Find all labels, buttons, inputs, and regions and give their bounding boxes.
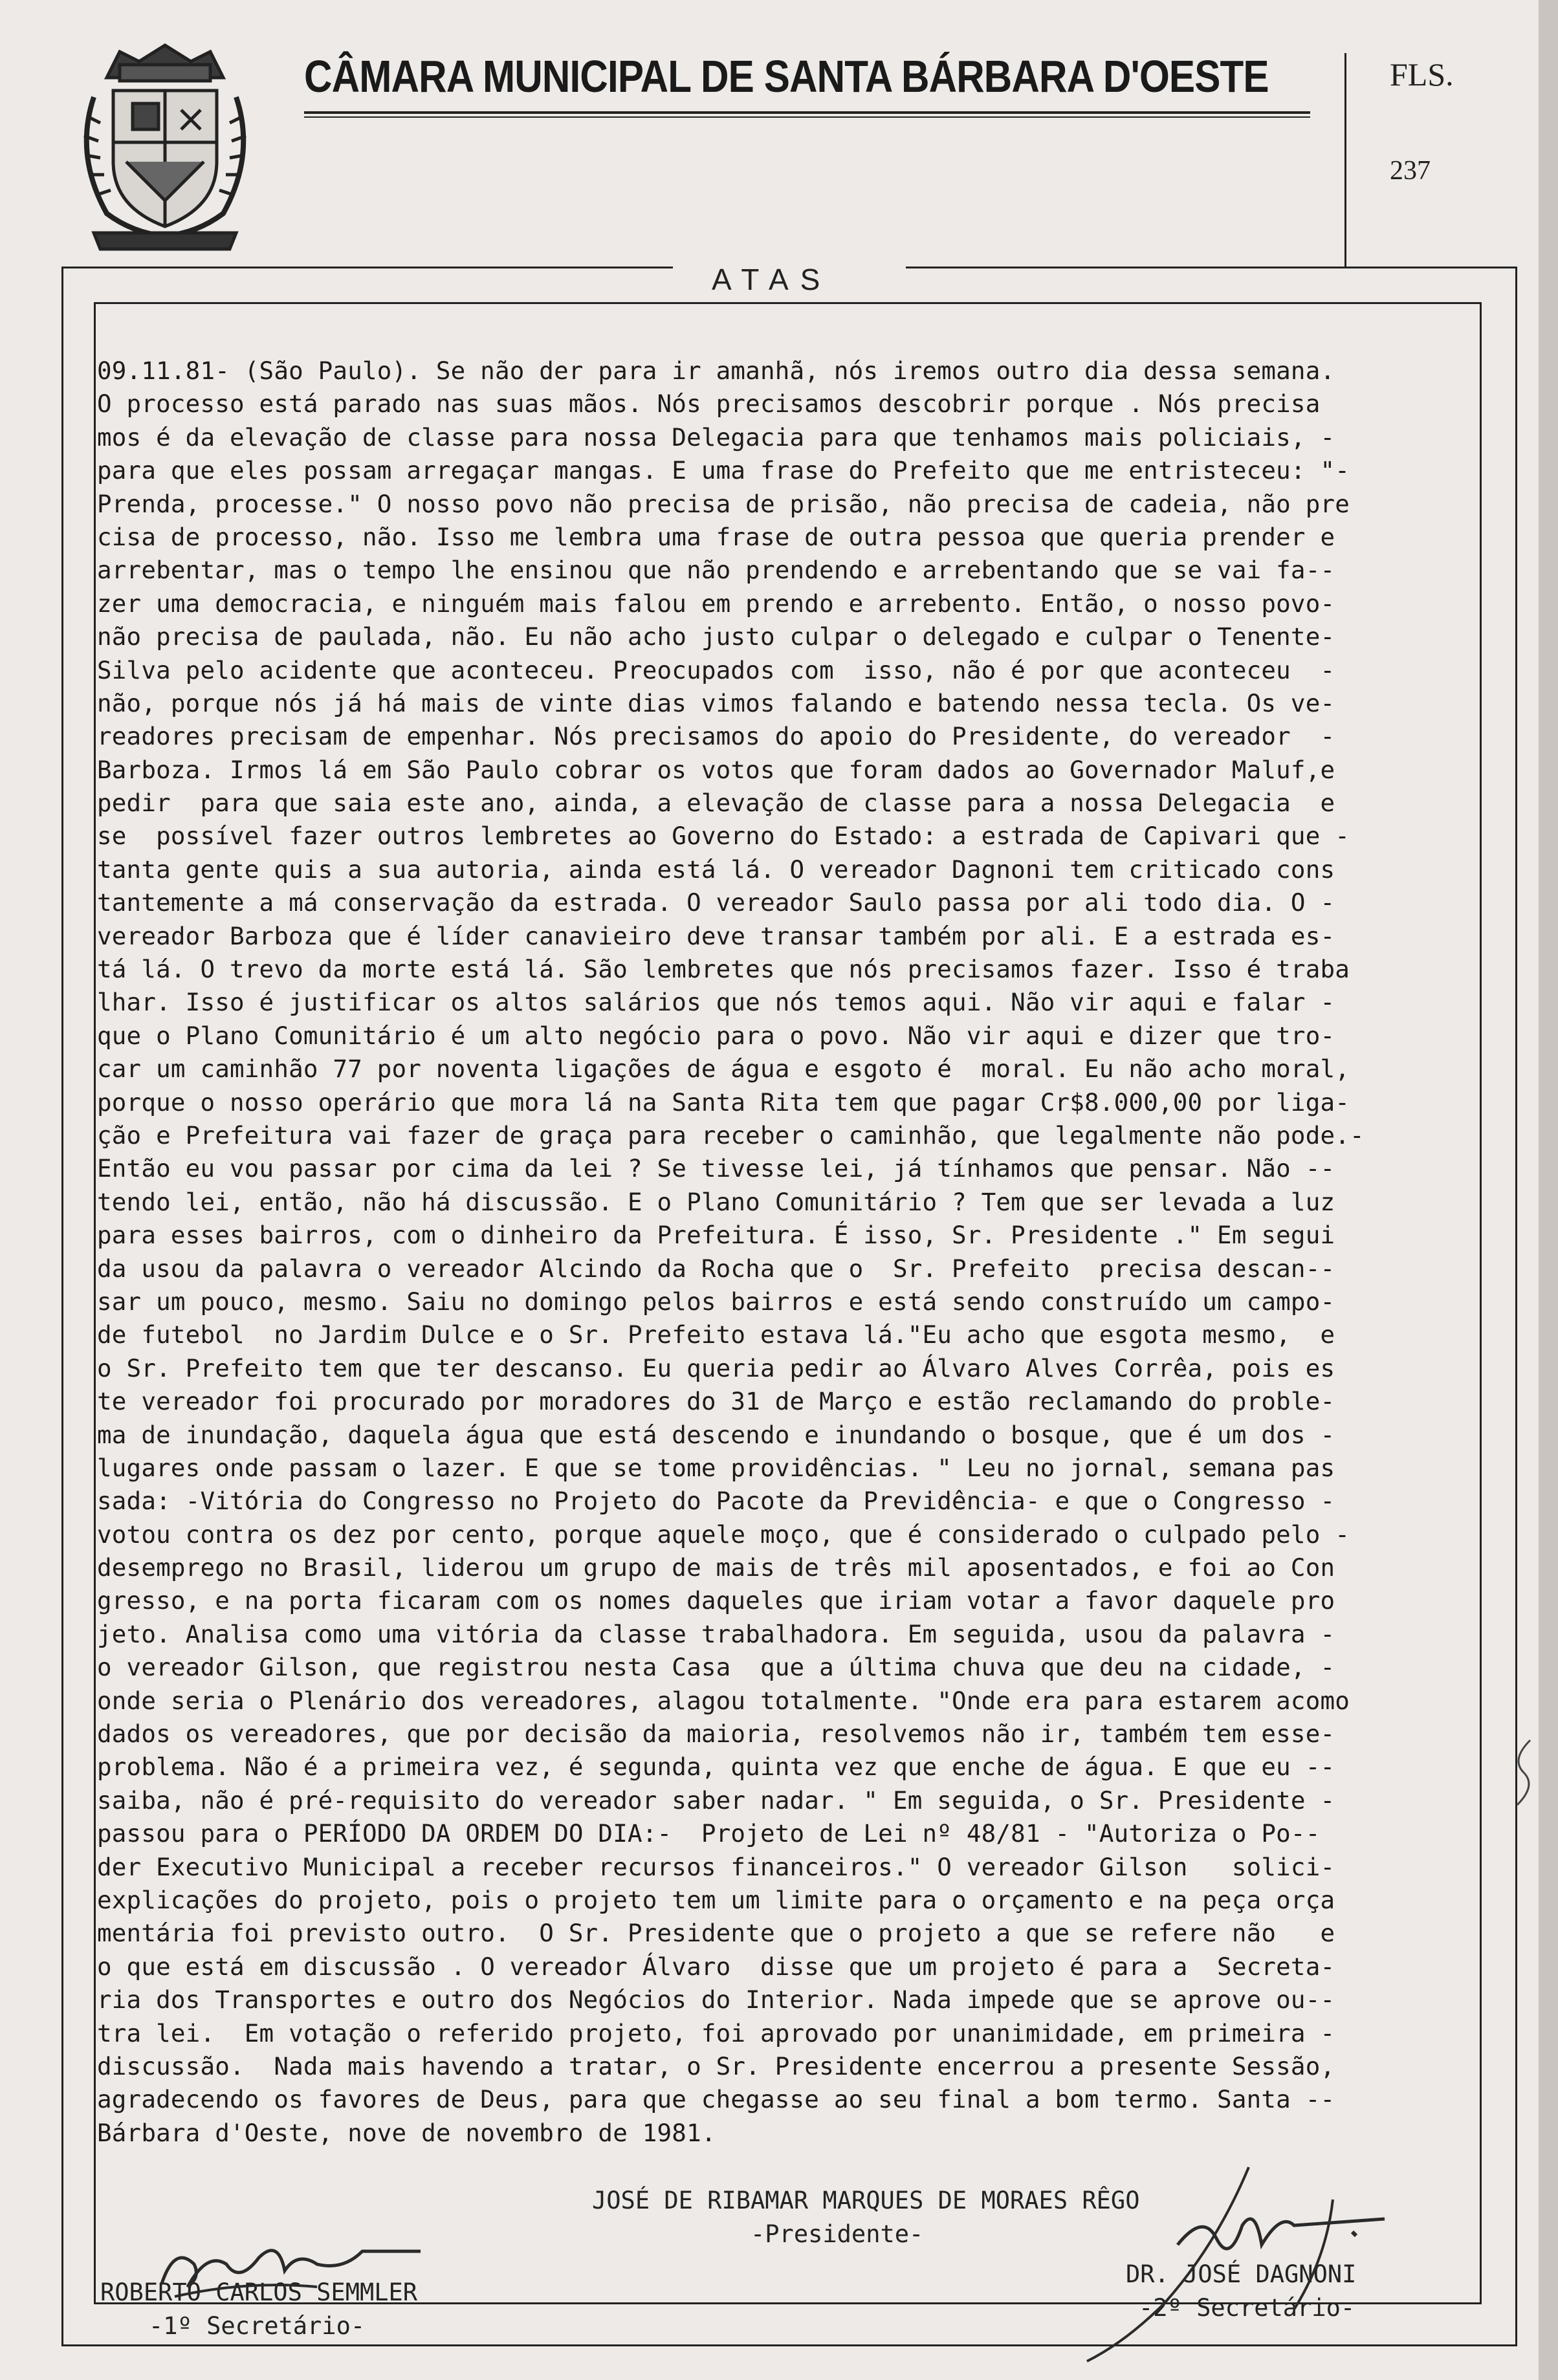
minutes-line: mentária foi previsto outro. O Sr. Presidente que o projeto a que se refere não e	[97, 1919, 1335, 1948]
minutes-line: jeto. Analisa como uma vitória da classe trabalhadora. Em seguida, usou da palavra -	[97, 1619, 1335, 1648]
minutes-line: readores precisam de empenhar. Nós precisamos do apoio do Presidente, do vereador -	[97, 722, 1335, 751]
title-rule	[304, 111, 1310, 114]
minutes-line: zer uma democracia, e ninguém mais falou em prendo e arrebento. Então, o nosso povo-	[97, 589, 1335, 618]
minutes-line: Então eu vou passar por cima da lei ? Se tivesse lei, já tínhamos que pensar. Não --	[97, 1154, 1335, 1183]
minutes-line: Barboza. Irmos lá em São Paulo cobrar os votos que foram dados ao Governador Maluf,e	[97, 755, 1335, 784]
page-edge-shadow	[1539, 0, 1558, 2380]
minutes-line: agradecendo os favores de Deus, para que chegasse ao seu final a bom termo. Santa --	[97, 2085, 1335, 2114]
minutes-line: Prenda, processe." O nosso povo não precisa de prisão, não precisa de cadeia, não pre	[97, 489, 1350, 518]
second-secretary-role: -2º Secretário-	[1139, 2294, 1355, 2322]
minutes-line: o que está em discussão . O vereador Álvaro disse que um projeto é para a Secreta-	[97, 1952, 1335, 1981]
minutes-line: arrebentar, mas o tempo lhe ensinou que não prendendo e arrebentando que se vai fa--	[97, 556, 1335, 585]
minutes-line: o Sr. Prefeito tem que ter descanso. Eu queria pedir ao Álvaro Alves Corrêa, pois es	[97, 1353, 1335, 1382]
page-number: 237	[1390, 156, 1431, 186]
minutes-line: sada: -Vitória do Congresso no Projeto do Pacote da Previdência- e que o Congresso -	[97, 1487, 1335, 1516]
president-name: JOSÉ DE RIBAMAR MARQUES DE MORAES RÊGO	[592, 2187, 1140, 2214]
minutes-line: onde seria o Plenário dos vereadores, alagou totalmente. "Onde era para estarem acomo	[97, 1686, 1350, 1715]
minutes-line: saiba, não é pré-requisito do vereador saber nadar. " Em seguida, o Sr. Presidente -	[97, 1785, 1335, 1815]
minutes-line: sar um pouco, mesmo. Saiu no domingo pelos bairros e está sendo construído um campo-	[97, 1287, 1335, 1316]
first-secretary-signature-icon	[149, 2225, 446, 2309]
minutes-line: te vereador foi procurado por moradores do 31 de Março e estão reclamando do proble-	[97, 1387, 1335, 1416]
first-secretary-role: -1º Secretário-	[149, 2312, 366, 2340]
minutes-line: tra lei. Em votação o referido projeto, foi aprovado por unanimidade, em primeira -	[97, 2018, 1335, 2047]
second-secretary-name: DR. JOSÉ DAGNONI	[1126, 2260, 1357, 2288]
first-secretary-name: ROBERTO CARLOS SEMMLER	[100, 2278, 418, 2306]
minutes-line: se possível fazer outros lembretes ao Governo do Estado: a estrada de Capivari que -	[97, 822, 1350, 851]
minutes-line: ma de inundação, daquela água que está descendo e inundando o bosque, que é um dos -	[97, 1420, 1335, 1449]
chamber-title: CÂMARA MUNICIPAL DE SANTA BÁRBARA D'OESTE	[304, 51, 1269, 102]
minutes-line: para que eles possam arregaçar mangas. E uma frase do Prefeito que me entristeceu: "-	[97, 456, 1350, 485]
minutes-line: pedir para que saia este ano, ainda, a elevação de classe para a nossa Delegacia e	[97, 789, 1335, 818]
minutes-line: votou contra os dez por cento, porque aquele moço, que é considerado o culpado pelo -	[97, 1520, 1350, 1549]
minutes-line: de futebol no Jardim Dulce e o Sr. Prefeito estava lá."Eu acho que esgota mesmo, e	[97, 1320, 1335, 1349]
fls-label: FLS.	[1390, 56, 1454, 93]
minutes-line: cisa de processo, não. Isso me lembra uma frase de outra pessoa que queria prender e	[97, 522, 1335, 551]
minutes-line: mos é da elevação de classe para nossa Delegacia para que tenhamos mais policiais, -	[97, 422, 1335, 452]
minutes-line: desemprego no Brasil, liderou um grupo de mais de três mil aposentados, e foi ao Con	[97, 1553, 1335, 1582]
minutes-line: não, porque nós já há mais de vinte dias vimos falando e batendo nessa tecla. Os ve-	[97, 688, 1335, 717]
minutes-line: der Executivo Municipal a receber recursos financeiros." O vereador Gilson solici-	[97, 1852, 1335, 1881]
minutes-line: lhar. Isso é justificar os altos salários que nós temos aqui. Não vir aqui e falar -	[97, 988, 1335, 1017]
minutes-line: tá lá. O trevo da morte está lá. São lembretes que nós precisamos fazer. Isso é traba	[97, 955, 1350, 984]
minutes-line: ção e Prefeitura vai fazer de graça para receber o caminhão, que legalmente não pode.-	[97, 1120, 1365, 1150]
minutes-line: que o Plano Comunitário é um alto negócio para o povo. Não vir aqui e dizer que tro-	[97, 1021, 1335, 1050]
minutes-line: não precisa de paulada, não. Eu não acho justo culpar o delegado e culpar o Tenente-	[97, 622, 1335, 651]
minutes-body	[97, 355, 1482, 2150]
minutes-line: tendo lei, então, não há discussão. E o Plano Comunitário ? Tem que ser levada a luz	[97, 1187, 1335, 1216]
president-role: -Presidente-	[751, 2220, 924, 2248]
minutes-line: para esses bairros, com o dinheiro da Prefeitura. É isso, Sr. Presidente ." Em segui	[97, 1221, 1335, 1250]
minutes-line: passou para o PERÍODO DA ORDEM DO DIA:- Projeto de Lei nº 48/81 - "Autoriza o Po--	[97, 1819, 1321, 1848]
municipal-crest-icon	[68, 39, 262, 252]
second-secretary-signature-icon	[1048, 2154, 1410, 2368]
minutes-line: tanta gente quis a sua autoria, ainda está lá. O vereador Dagnoni tem criticado cons	[97, 855, 1335, 884]
minutes-line: porque o nosso operário que mora lá na Santa Rita tem que pagar Cr$8.000,00 por liga-	[97, 1087, 1350, 1117]
minutes-line: ria dos Transportes e outro dos Negócios do Interior. Nada impede que se aprove ou--	[97, 1985, 1335, 2014]
minutes-line: o vereador Gilson, que registrou nesta Casa que a última chuva que deu na cidade, -	[97, 1653, 1335, 1682]
minutes-line: car um caminhão 77 por noventa ligações de água e esgoto é moral. Eu não acho moral,	[97, 1054, 1350, 1084]
minutes-line: O processo está parado nas suas mãos. Nós precisamos descobrir porque . Nós precisa	[97, 389, 1321, 419]
minutes-line: explicações do projeto, pois o projeto tem um limite para o orçamento e na peça orça	[97, 1885, 1335, 1914]
section-label: ATAS	[712, 263, 832, 296]
fls-divider	[1344, 53, 1346, 267]
minutes-line: vereador Barboza que é líder canavieiro deve transar também por ali. E a estrada es-	[97, 921, 1335, 950]
minutes-line: da usou da palavra o vereador Alcindo da Rocha que o Sr. Prefeito precisa descan--	[97, 1254, 1335, 1283]
margin-mark-icon	[1508, 1734, 1540, 1811]
minutes-line: gresso, e na porta ficaram com os nomes daqueles que iriam votar a favor daquele pro	[97, 1586, 1335, 1615]
minutes-line: dados os vereadores, que por decisão da maioria, resolvemos não ir, também tem esse-	[97, 1719, 1335, 1749]
title-rule-thin	[304, 116, 1310, 118]
minutes-line: Silva pelo acidente que aconteceu. Preocupados com isso, não é por que aconteceu -	[97, 655, 1335, 684]
minutes-line: lugares onde passam o lazer. E que se tome providências. " Leu no jornal, semana pas	[97, 1453, 1335, 1482]
minutes-line: discussão. Nada mais havendo a tratar, o Sr. Presidente encerrou a presente Sessão,	[97, 2051, 1335, 2080]
minutes-line: problema. Não é a primeira vez, é segunda, quinta vez que enche de água. E que eu --	[97, 1752, 1335, 1782]
minutes-line: Bárbara d'Oeste, nove de novembro de 1981.	[97, 2118, 716, 2147]
minutes-line: tantemente a má conservação da estrada. O vereador Saulo passa por ali todo dia. O -	[97, 888, 1335, 917]
minutes-line: 09.11.81- (São Paulo). Se não der para ir amanhã, nós iremos outro dia dessa semana.	[97, 356, 1335, 385]
